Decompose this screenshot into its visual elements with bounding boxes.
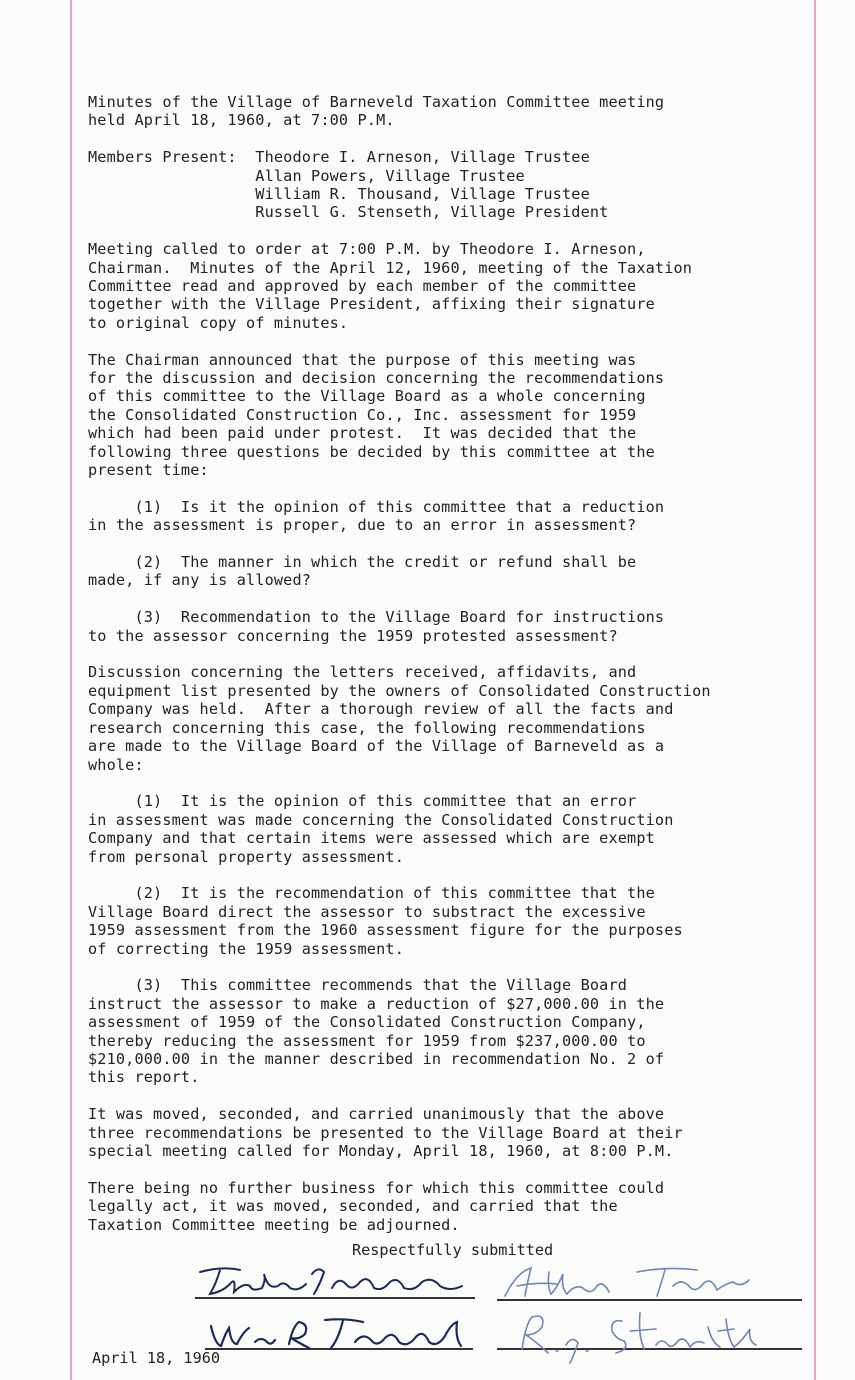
text-line: William R. Thousand, Village Trustee	[88, 185, 590, 204]
closing-text: Respectfully submitted	[352, 1241, 554, 1259]
text-line: for the discussion and decision concerning the recommendations	[88, 369, 665, 388]
paragraph	[88, 498, 828, 535]
text-line: Minutes of the Village of Barneveld Taxation Committee meeting	[88, 93, 665, 111]
text-line: made, if any is allowed?	[88, 571, 312, 590]
text-line: three recommendations be presented to the Village Board at their	[88, 1123, 683, 1142]
text-line: held April 18, 1960, at 7:00 P.M.	[88, 111, 395, 130]
text-line: Village Board direct the assessor to substract the excessive	[88, 902, 646, 921]
text-line: to the assessor concerning the 1959 protested assessment?	[88, 626, 618, 645]
paragraph-gap	[88, 1087, 828, 1105]
signature-powers	[497, 1262, 767, 1304]
document-date: April 18, 1960	[92, 1349, 221, 1367]
text-line: the Consolidated Construction Co., Inc. assessment for 1959	[88, 405, 637, 424]
paragraph	[88, 792, 828, 866]
text-line: (1) Is it the opinion of this committee that a reduction	[88, 497, 665, 516]
paragraph	[88, 148, 828, 222]
paragraph	[88, 1105, 828, 1160]
text-line: Members Present: Theodore I. Arneson, Village Trustee	[88, 148, 590, 167]
text-line: 1959 assessment from the 1960 assessment figure for the purposes	[88, 921, 683, 940]
text-line: (1) It is the opinion of this committee that an error	[88, 792, 637, 811]
text-line: legally act, it was moved, seconded, and carried that the	[88, 1197, 618, 1216]
paragraph-gap	[88, 774, 828, 792]
text-line: thereby reducing the assessment for 1959 from $237,000.00 to	[88, 1031, 646, 1050]
text-line: assessment of 1959 of the Consolidated Construction Company,	[88, 1013, 646, 1032]
text-line: Taxation Committee meeting be adjourned.	[88, 1215, 460, 1234]
paragraph	[88, 553, 828, 590]
text-line: (2) It is the recommendation of this committee that the	[88, 884, 655, 903]
text-line: Discussion concerning the letters received, affidavits, and	[88, 663, 637, 682]
text-line: special meeting called for Monday, April 18, 1960, at 8:00 P.M.	[88, 1141, 674, 1160]
paragraph-gap	[88, 866, 828, 884]
text-line: to original copy of minutes.	[88, 313, 349, 332]
paragraph	[88, 884, 828, 958]
text-line: There being no further business for which this committee could	[88, 1178, 665, 1197]
text-line: from personal property assessment.	[88, 847, 404, 866]
text-line: (3) Recommendation to the Village Board for instructions	[88, 608, 665, 627]
text-line: Allan Powers, Village Trustee	[88, 166, 525, 185]
text-line: in the assessment is proper, due to an error in assessment?	[88, 516, 637, 535]
paragraph-gap	[88, 535, 828, 553]
text-line: present time:	[88, 461, 209, 480]
text-line: The Chairman announced that the purpose of this meeting was	[88, 350, 637, 369]
text-line: Committee read and approved by each member of the committee	[88, 277, 637, 296]
paragraph	[88, 351, 828, 480]
paragraph-gap	[88, 590, 828, 608]
text-line: Company and that certain items were assessed which are exempt	[88, 829, 655, 848]
signature-arneson	[192, 1262, 477, 1304]
paragraph	[88, 608, 828, 645]
text-line: $210,000.00 in the manner described in recommendation No. 2 of	[88, 1049, 665, 1068]
text-line: It was moved, seconded, and carried unanimously that the above	[88, 1105, 665, 1124]
text-line: of correcting the 1959 assessment.	[88, 939, 404, 958]
paragraph-gap	[88, 958, 828, 976]
paragraph-gap	[88, 130, 828, 148]
text-line: which had been paid under protest. It was decided that the	[88, 424, 637, 443]
signature-stenseth	[512, 1305, 772, 1367]
paragraph-gap	[88, 332, 828, 350]
text-line: together with the Village President, affixing their signature	[88, 295, 655, 314]
text-line: following three questions be decided by this committee at the	[88, 442, 655, 461]
text-line: Company was held. After a thorough review of all the facts and	[88, 700, 674, 719]
minutes-body	[88, 93, 828, 1234]
text-line: (2) The manner in which the credit or refund shall be	[88, 553, 637, 572]
paragraph-gap	[88, 222, 828, 240]
text-line: instruct the assessor to make a reduction of $27,000.00 in the	[88, 994, 665, 1013]
text-line: Chairman. Minutes of the April 12, 1960, meeting of the Taxation	[88, 258, 693, 277]
text-line: in assessment was made concerning the Consolidated Construction	[88, 810, 674, 829]
text-line: equipment list presented by the owners of Consolidated Construction	[88, 681, 711, 700]
paragraph-gap	[88, 1160, 828, 1178]
paragraph	[88, 93, 828, 130]
paragraph-gap	[88, 645, 828, 663]
paragraph-gap	[88, 479, 828, 497]
paragraph	[88, 976, 828, 1086]
signature-thousand	[205, 1314, 475, 1354]
text-line: (3) This committee recommends that the Village Board	[88, 976, 628, 995]
text-line: this report.	[88, 1068, 200, 1087]
paragraph	[88, 1179, 828, 1234]
text-line: Meeting called to order at 7:00 P.M. by Theodore I. Arneson,	[88, 240, 646, 259]
paragraph	[88, 240, 828, 332]
paragraph	[88, 663, 828, 773]
text-line: research concerning this case, the following recommendations	[88, 718, 646, 737]
left-margin-rule	[70, 0, 72, 1380]
text-line: Russell G. Stenseth, Village President	[88, 203, 609, 222]
text-line: of this committee to the Village Board as a whole concerning	[88, 387, 646, 406]
text-line: are made to the Village Board of the Village of Barneveld as a	[88, 737, 665, 756]
text-line: whole:	[88, 755, 144, 774]
